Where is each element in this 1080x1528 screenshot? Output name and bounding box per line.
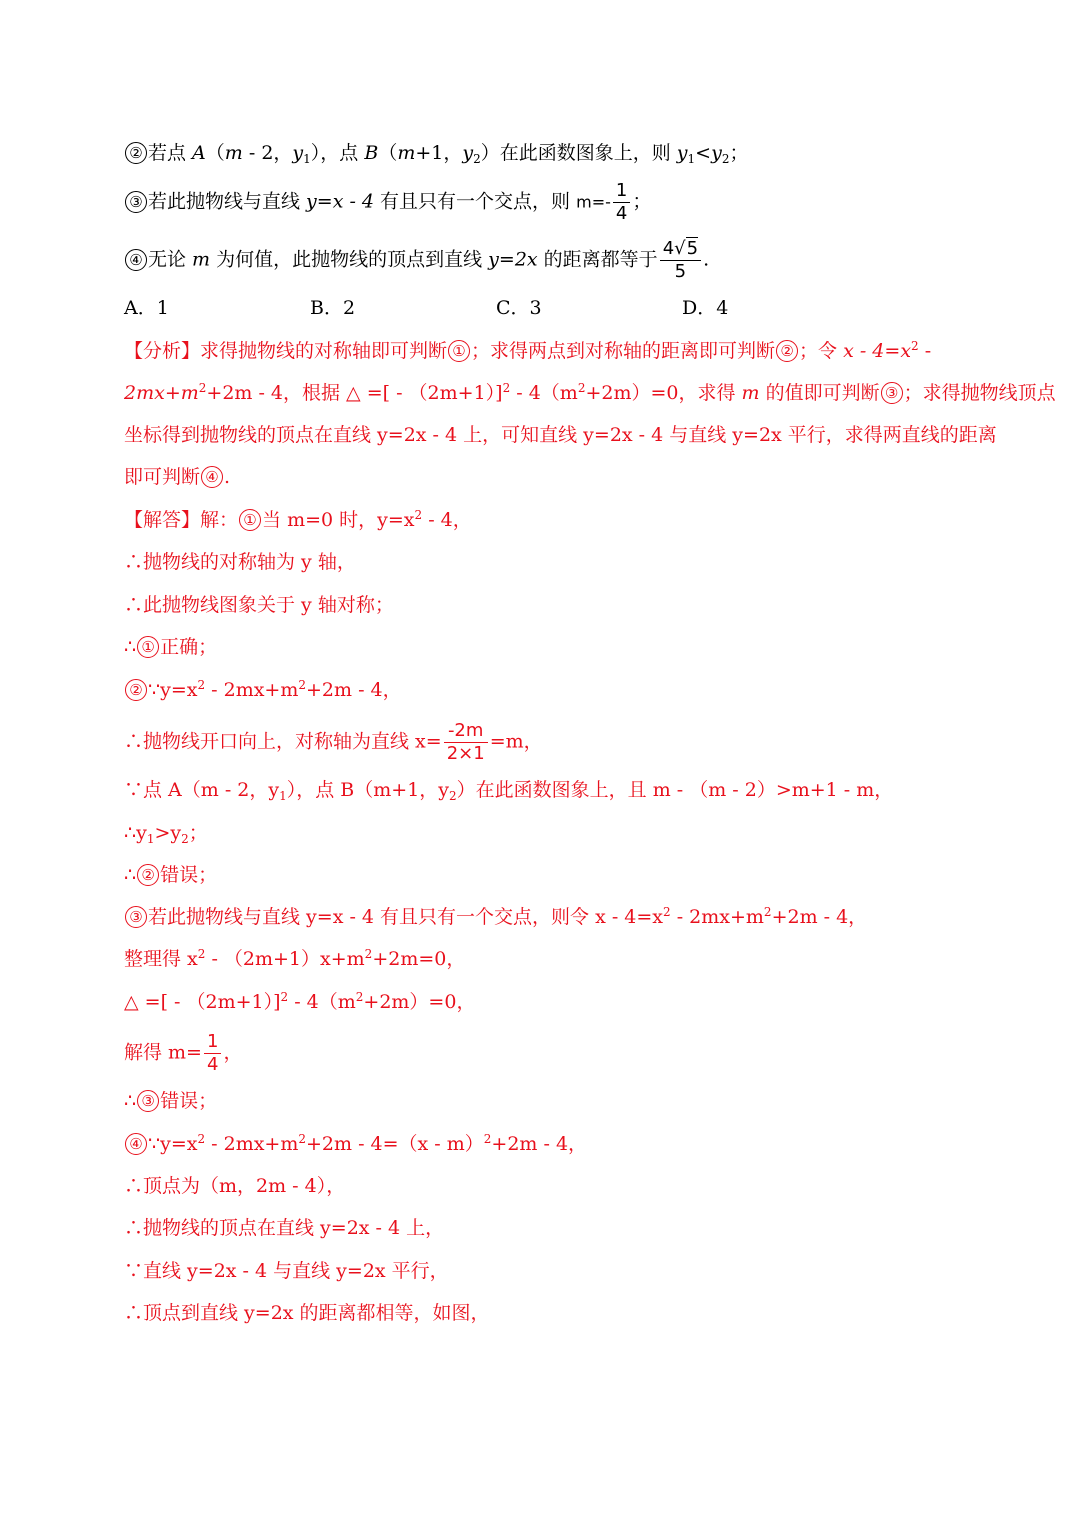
analysis-line-2: $2mx+m^2+2m - 4$，根据 △ =[ - $(2m+1)]^2 - 4(m^2+2m)=0$，求得 m 的值即可判断 ③ ；求得抛物线顶点 xyxy=(124,381,1056,404)
answer-options xyxy=(124,294,868,322)
circled-number-4: ④ xyxy=(125,249,147,271)
analysis-line-3: 坐标得到抛物线的顶点在直线 y=2x - 4 上，可知直线 y=2x - 4 与直线 y=2x 平行，求得两直线的距离 xyxy=(124,424,997,446)
fraction-one-quarter: $\frac{1}{4}$ xyxy=(613,180,630,225)
analysis-line-1: 【分析】求得抛物线的对称轴即可判断 ① ；求得两点到对称轴的距离即可判断 ② ；令 $x - 4=x^2$ - xyxy=(124,339,932,362)
fraction-m-value: $\frac{1}{4}$ xyxy=(204,1031,221,1076)
question-item-4: ④ 无论 m 为何值，此抛物线的顶点到直线 y=2x 的距离都等于 $\frac{4√5}{5}$ . xyxy=(124,238,709,283)
option-a: A．1 xyxy=(124,297,169,319)
answer-line-9: ∴ ② 错误； xyxy=(124,864,218,886)
answer-label: 【解答】 xyxy=(124,509,201,531)
fraction-four-root-five-over-five: $\frac{4√5}{5}$ xyxy=(660,238,701,283)
answer-line-17: ∴抛物线的顶点在直线 y=2x - 4 上， xyxy=(124,1217,445,1239)
answer-line-10: ③ 若此抛物线与直线 y=x - 4 有且只有一个交点，则令 $x - 4=x^2 - 2mx+m^2+2m - 4$， xyxy=(124,903,867,931)
sqrt-icon: √ xyxy=(674,238,686,259)
fraction-axis: $\frac{-2m}{2\times 1}$ xyxy=(444,720,488,765)
answer-line-1: 【解答】解： ① 当 m=0 时，$y=x^2 - 4$， xyxy=(124,508,472,531)
answer-line-18: ∵直线 y=2x - 4 与直线 y=2x 平行， xyxy=(124,1260,449,1282)
answer-line-3: ∴此抛物线图象关于 y 轴对称； xyxy=(124,594,394,616)
option-c: C．3 xyxy=(496,297,542,319)
circled-number-3: ③ xyxy=(125,191,147,213)
answer-line-11: 整理得 $x^2 - (2m+1)x+m^2+2m=0$， xyxy=(124,947,466,970)
answer-line-16: ∴顶点为（m，2m - 4）， xyxy=(124,1175,346,1197)
answer-line-2: ∴抛物线的对称轴为 y 轴， xyxy=(124,551,356,573)
answer-line-14: ∴ ③ 错误； xyxy=(124,1090,218,1112)
answer-line-12: △ =[ - $(2m+1)]^2 - 4(m^2+2m)=0$， xyxy=(124,990,476,1013)
circled-number-2: ② xyxy=(125,142,147,164)
answer-line-4: ∴ ① 正确； xyxy=(124,636,218,658)
answer-line-15: ④ $\because y=x^2 - 2mx+m^2+2m - 4=(x - m)^2+2m - 4$， xyxy=(124,1130,587,1158)
answer-line-7: ∵点 A（m - 2，$y_1$），点 B（m+1，$y_2$）在此函数图象上，且 m - （m - 2）>m+1 - m， xyxy=(124,779,894,803)
option-b: B．2 xyxy=(310,297,356,319)
question-item-2: ② 若点 A（m - 2，$y_1$），点 B（m+1，$y_2$）在此函数图象上，则 $y_1<y_2$； xyxy=(124,139,748,167)
answer-line-5: ② $\because y=x^2 - 2mx+m^2+2m - 4$， xyxy=(124,676,402,704)
analysis-label: 【分析】 xyxy=(124,340,201,362)
answer-line-19: ∴顶点到直线 y=2x 的距离都相等，如图， xyxy=(124,1302,490,1324)
answer-line-13: 解得 m= $\frac{1}{4}$ ， xyxy=(124,1031,243,1075)
analysis-line-4: 即可判断 ④ . xyxy=(124,466,231,488)
answer-line-8: $\therefore y_1>y_2$； xyxy=(124,822,208,846)
question-item-3: ③ 若此抛物线与直线 y=x - 4 有且只有一个交点，则 m=- $\frac{1}{4}$ ； xyxy=(124,180,651,225)
option-d: D．4 xyxy=(682,297,729,319)
answer-line-6: ∴抛物线开口向上，对称轴为直线 x= $\frac{-2m}{2\times 1}$ =m， xyxy=(124,720,543,764)
